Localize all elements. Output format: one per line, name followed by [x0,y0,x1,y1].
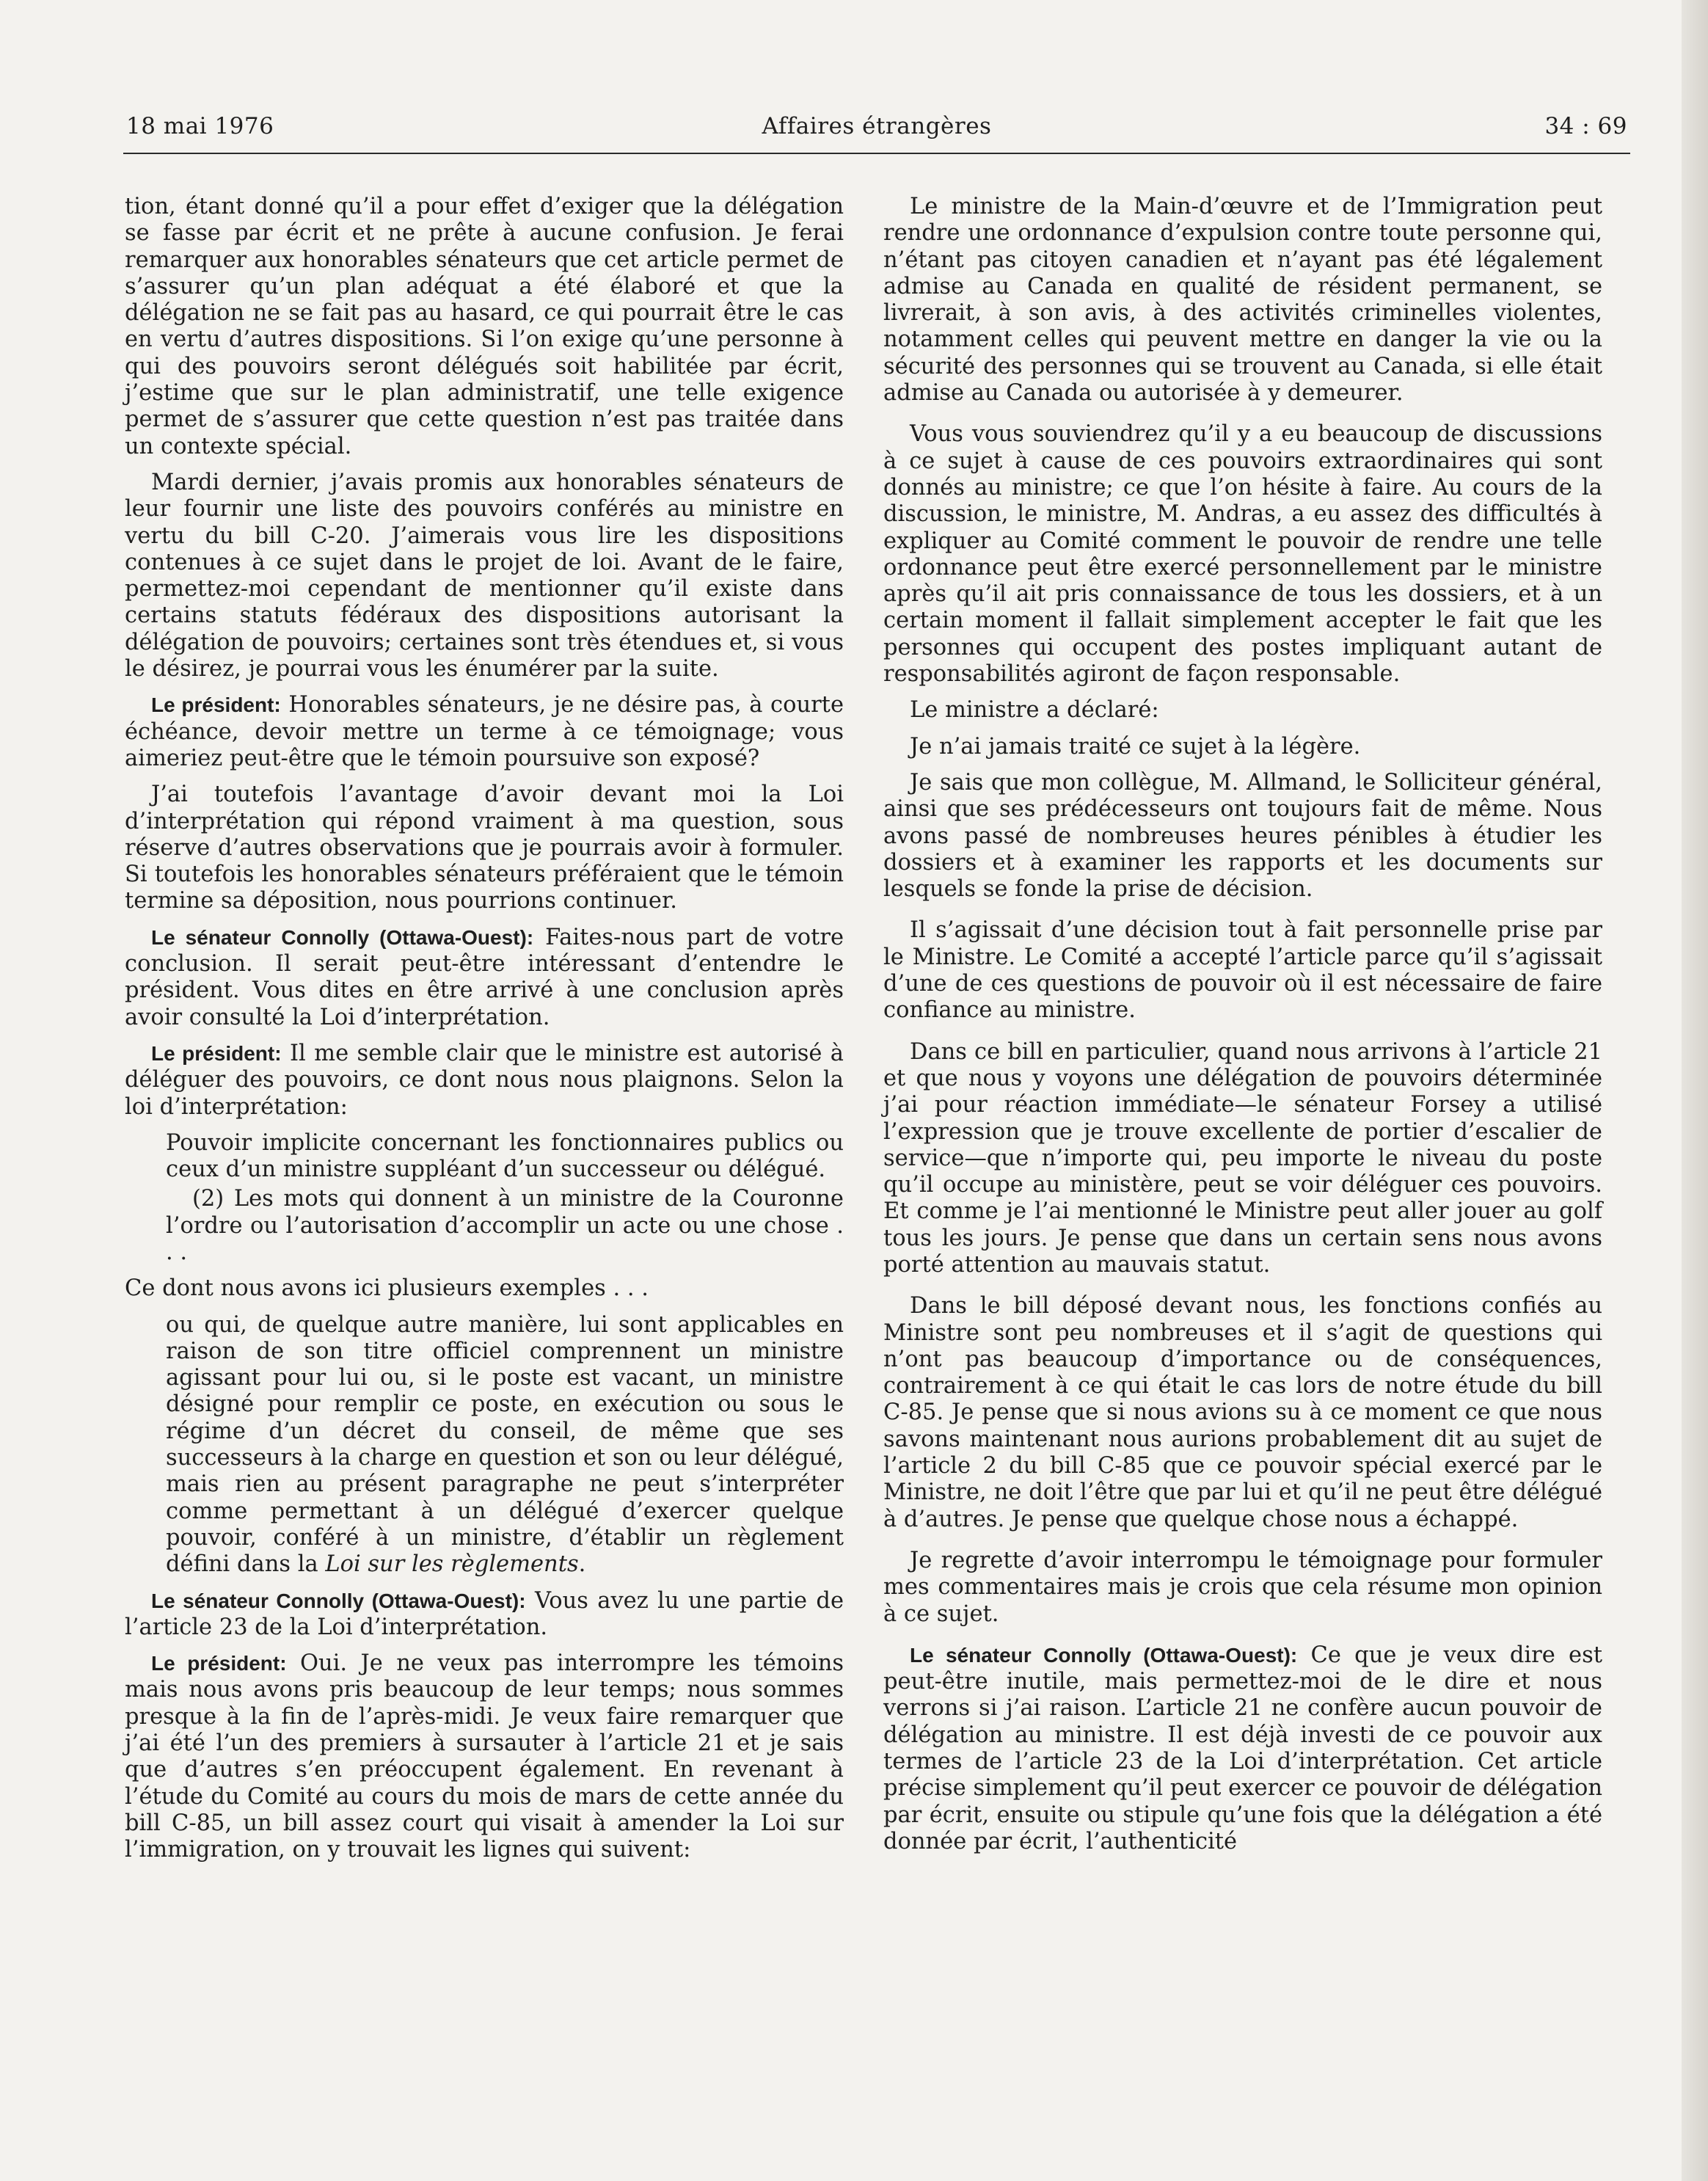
right-column [883,194,1602,1865]
page-number: 34 : 69 [1544,113,1627,139]
speaker-paragraph [125,925,844,1031]
paragraph: Dans le bill déposé devant nous, les fonctions confiés au Ministre sont peu nombreuses et il s’agit de questions qui n’ont pas beaucoup d’importance ou de conséquences, contrairement à ce qui était le cas lors de notre étude du bill C-85. Je pense que si nous avions su à ce moment ce que nous savons maintenant nous aurions probablement dit au sujet de l’article 2 du bill C-85 que ce pouvoir spécial exercé par le Ministre, ne doit l’être que par lui et qu’il ne peut être délégué à d’autres. Je pense que quelque chose nous a échappé. [883,1293,1602,1532]
paragraph: Mardi dernier, j’avais promis aux honorables sénateurs de leur fournir une liste des pouvoirs conférés au ministre en vertu du bill C-20. J’aimerais vous lire les dispositions contenues à ce sujet dans le projet de loi. Avant de le faire, permettez-moi cependant de mentionner qu’il existe dans certains statuts fédéraux des dispositions autorisant la délégation de pouvoirs; certaines sont très étendues et, si vous le désirez, je pourrai vous les énumérer par la suite. [125,469,844,682]
paragraph: tion, étant donné qu’il a pour effet d’exiger que la délégation se fasse par écrit et ne prête à aucune confusion. Je ferai remarquer aux honorables sénateurs que cet article permet de s’assurer qu’un plan adéquat a été élaboré et que la délégation ne se fait pas au hasard, ce qui pourrait être le cas en vertu d’autres dispositions. Si l’on exige qu’une personne à qui des pouvoirs seront délégués soit habilitée par écrit, j’estime que sur le plan administratif, une telle exigence permet de s’assurer que cette question n’est pas traitée dans un contexte spécial. [125,194,844,459]
quote-end: . [578,1551,586,1578]
speaker-name: Le président: [151,693,281,717]
block-quote: Je sais que mon collègue, M. Allmand, le Solliciteur général, ainsi que ses prédécesseurs ont toujours fait de même. Nous avons passé de nombreuses heures pénibles à étudier les dossiers et à examiner les rapports et les documents sur lesquels se fonde la prise de décision. [883,769,1602,903]
paragraph: Je regrette d’avoir interrompu le témoignage pour formuler mes commentaires mais je crois que cela résume mon opinion à ce sujet. [883,1547,1602,1627]
block-quote: Je n’ai jamais traité ce sujet à la légère. [910,733,1361,760]
paragraph: Dans ce bill en particulier, quand nous arrivons à l’article 21 et que nous y voyons une délégation de pouvoirs déterminée j’ai pour réaction immédiate—le sénateur Forsey a utilisé l’expression que je trouve excellente de portier d’escalier de service—que n’importe qui, peu importe le niveau du poste qu’il occupe au ministère, peut se voir déléguer ces pouvoirs. Et comme je l’ai mentionné le Ministre peut aller jouer au golf tous les jours. Je pense que dans un certain sens nous avons porté attention au mauvais statut. [883,1038,1602,1278]
speaker-name: Le sénateur Connolly (Ottawa-Ouest): [151,1589,526,1612]
page-edge-shadow [1682,0,1708,2181]
speaker-name: Le président: [151,1041,282,1065]
paragraph: J’ai toutefois l’avantage d’avoir devant moi la Loi d’interprétation qui répond vraiment à ma question, sous réserve d’autres observations que je pourrais avoir à formuler. Si toutefois les honorables sénateurs préféraient que le témoin termine sa déposition, nous pourrions continuer. [125,782,844,914]
speech-text: Faites-nous part de votre conclusion. Il serait peut-être intéressant d’entendre le président. Vous dites en être arrivé à une conclusion après avoir consulté la Loi d’interprétation. [125,924,844,1030]
running-header [123,110,1630,154]
block-quote [125,1312,844,1579]
block-quote: Le ministre de la Main-d’œuvre et de l’Immigration peut rendre une ordonnance d’expulsion contre toute personne qui, n’étant pas citoyen canadien et n’ayant pas été légalement admise au Canada en qualité de résident permanent, se livrerait, à son avis, à des activités criminelles violentes, notamment celles qui peuvent mettre en danger la vie ou la sécurité des personnes qui se trouvent au Canada, si elle était admise au Canada ou autorisée à y demeurer. [883,194,1602,407]
quote-text: ou qui, de quelque autre manière, lui sont applicables en raison de son titre officiel comprennent un ministre agissant pour lui ou, si le poste est vacant, un ministre désigné pour remplir ce poste, en exécution ou sous le régime d’un décret du conseil, de même que ses successeurs à la charge en question et son ou leur délégué, mais rien au présent paragraphe ne peut s’interpréter comme permettant à un délégué d’exercer quelque pouvoir, conféré à un ministre, d’établir un règlement défini dans la [166,1311,844,1578]
speaker-paragraph [125,692,844,772]
speech-text: Oui. Je ne veux pas interrompre les témoins mais nous avons pris beaucoup de leur temps; nous sommes presque à la fin de l’après-midi. Je veux faire remarquer que j’ai été l’un des premiers à sursauter à l’article 21 et je sais que d’autres s’en préoccupent également. En revenant à l’étude du Comité au cours du mois de mars de cette année du bill C-85, un bill assez court qui visait à amender la Loi sur l’immigration, on y trouvait les lignes qui suivent: [125,1650,844,1863]
speech-text: Honorables sénateurs, je ne désire pas, à courte échéance, devoir mettre un terme à ce témoignage; vous aimeriez peut-être que le témoin poursuive son exposé? [125,692,844,771]
block-quote: Pouvoir implicite concernant les fonctionnaires publics ou ceux d’un ministre suppléant d’un successeur ou délégué. [166,1129,844,1183]
header-date: 18 mai 1976 [126,113,274,139]
quote-italic-title: Loi sur les règlements [325,1551,579,1578]
paragraph: Le ministre a déclaré: [910,697,1159,724]
left-column [125,194,844,1874]
speaker-paragraph [883,1642,1602,1855]
paragraph: Ce dont nous avons ici plusieurs exemples . . . [125,1275,649,1302]
speech-text: Ce que je veux dire est peut-être inutile, mais permettez-moi de le dire et nous verrons si j’ai raison. L’article 21 ne confère aucun pouvoir de délégation au ministre. Il est déjà investi de ce pouvoir aux termes de l’article 23 de la Loi d’interprétation. Cet article précise simplement qu’il peut exercer ce pouvoir de délégation par écrit, ensuite ou stipule qu’une fois que la délégation a été donnée par écrit, l’authenticité [883,1642,1603,1854]
block-quote: (2) Les mots qui donnent à un ministre de la Couronne l’ordre ou l’autorisation d’accomplir un acte ou une chose . . . [166,1186,844,1265]
speaker-paragraph [125,1041,844,1121]
speaker-name: Le président: [151,1652,287,1675]
speech-text: Il me semble clair que le ministre est autorisé à déléguer des pouvoirs, ce dont nous nous plaignons. Selon la loi d’interprétation: [125,1040,844,1120]
speaker-paragraph [125,1650,844,1863]
header-title: Affaires étrangères [762,113,992,139]
speech-text: Vous avez lu une partie de l’article 23 de la Loi d’interprétation. [125,1587,844,1640]
speaker-name: Le sénateur Connolly (Ottawa-Ouest): [910,1643,1298,1667]
paragraph: Vous vous souviendrez qu’il y a eu beaucoup de discussions à ce sujet à cause de ces pouvoirs extraordinaires qui sont donnés au ministre; ce que l’on hésite à faire. Au cours de la discussion, le ministre, M. Andras, a eu assez des difficultés à expliquer au Comité comment le pouvoir de rendre une telle ordonnance peut être exercé personnellement par le ministre après qu’il ait pris connaissance de tous les dossiers, et à un certain moment il fallait simplement accepter le fait que les personnes qui occupent des postes impliquant autant de responsabilités agiront de façon responsable. [883,421,1602,688]
speaker-name: Le sénateur Connolly (Ottawa-Ouest): [151,925,534,949]
speaker-paragraph [125,1588,844,1642]
paragraph: Il s’agissait d’une décision tout à fait personnelle prise par le Ministre. Le Comité a accepté l’article parce qu’il s’agissait d’une de ces questions de pouvoir où il est nécessaire de faire confiance au ministre. [883,917,1602,1024]
